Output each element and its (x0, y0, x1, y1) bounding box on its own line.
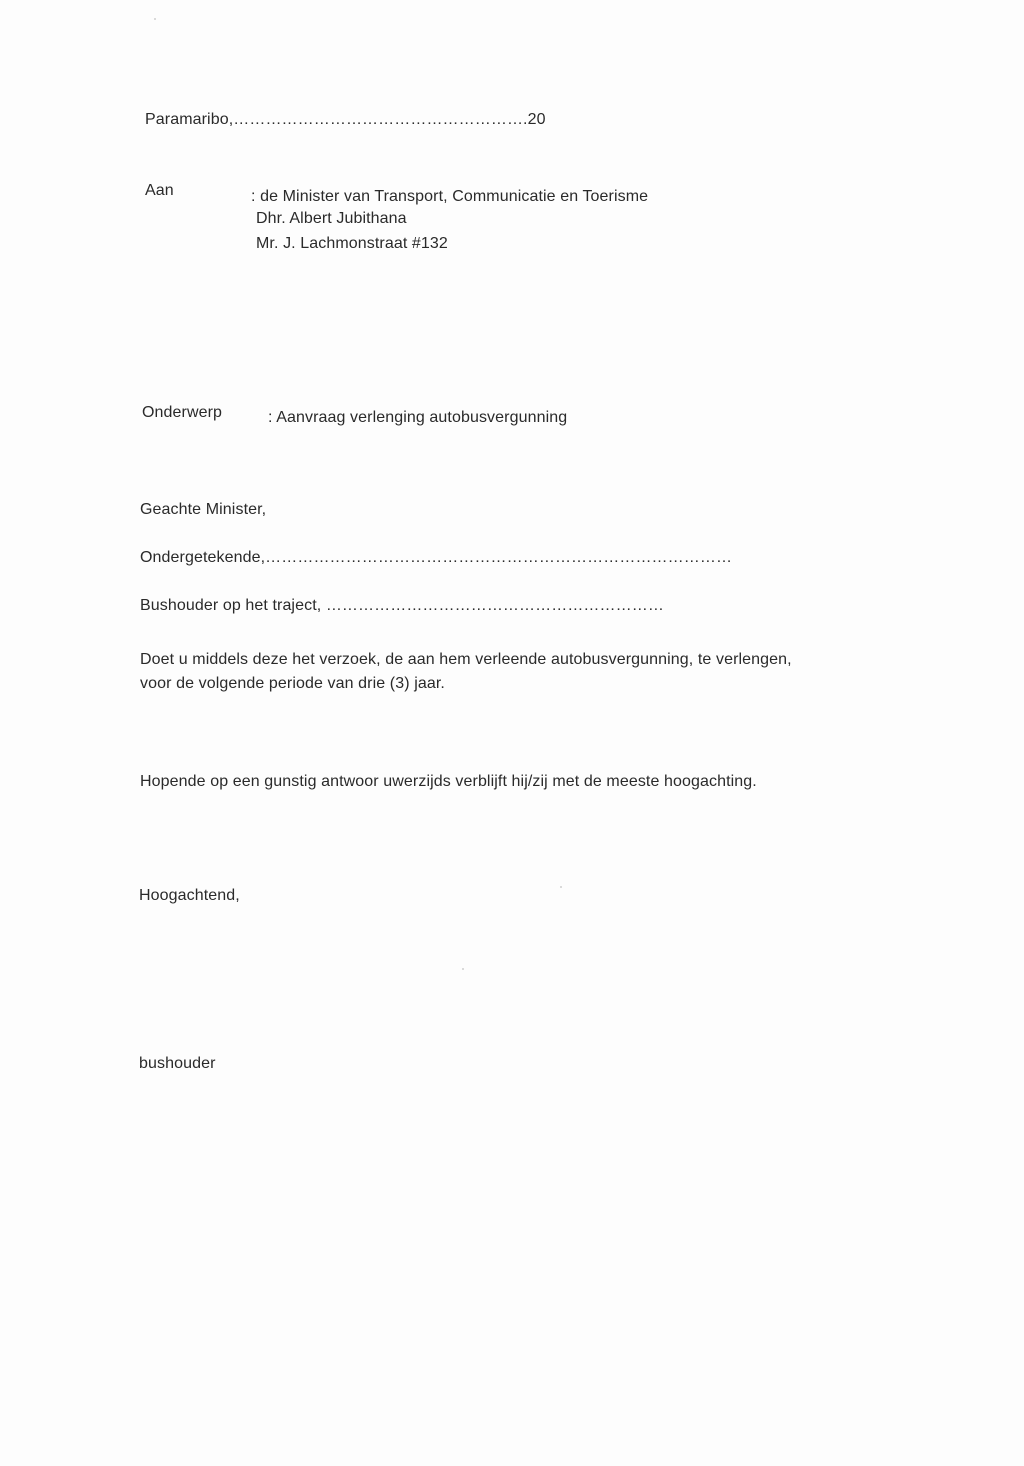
recipient-line-3: Mr. J. Lachmonstraat #132 (256, 235, 448, 252)
scan-speck (560, 886, 562, 888)
recipient-label: Aan (145, 182, 174, 199)
closing: Hoogachtend, (139, 887, 240, 904)
subject-value: : Aanvraag verlenging autobusvergunning (268, 409, 568, 426)
scan-speck (462, 968, 464, 970)
recipient-line-1: : de Minister van Transport, Communicatie en Toerisme (251, 188, 649, 205)
body-line-1: Doet u middels deze het verzoek, de aan hem verleende autobusvergunning, te verlengen, (140, 651, 792, 668)
body-line-2: voor de volgende periode van drie (3) jaar. (140, 675, 445, 692)
subject-label: Onderwerp (142, 404, 223, 421)
salutation: Geachte Minister, (140, 501, 267, 518)
closing-request: Hopende op een gunstig antwoor uwerzijds verblijft hij/zij met de meeste hoogachting. (140, 773, 757, 790)
recipient-line-2: Dhr. Albert Jubithana (256, 210, 407, 227)
date-line: Paramaribo,……………………………………………….20 (145, 111, 546, 128)
route-line: Bushouder op het traject, ……………………………………………………… (140, 597, 664, 614)
undersigned-line: Ondergetekende,…………………………………………………………………………… (140, 549, 733, 566)
signature-label: bushouder (139, 1055, 216, 1072)
scan-speck (154, 18, 156, 20)
